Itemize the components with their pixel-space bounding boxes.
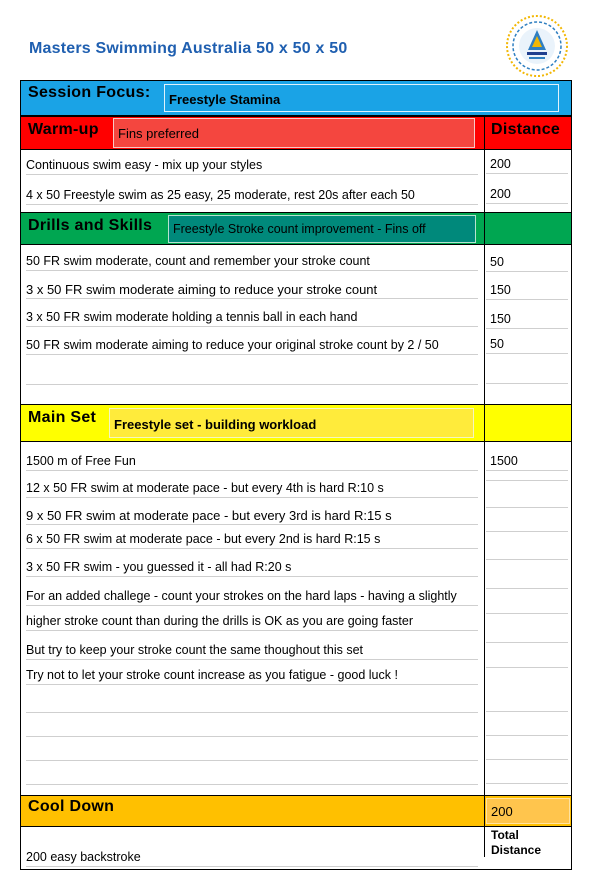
main-row-4[interactable]: 6 x 50 FR swim at moderate pace - but every 2nd is hard R:15 s xyxy=(26,531,478,549)
main-set-band xyxy=(21,404,571,442)
cooldown-row[interactable]: 200 easy backstroke xyxy=(26,849,478,867)
distance-heading: Distance xyxy=(491,121,561,138)
masters-swimming-logo-icon xyxy=(505,14,569,78)
main-row-1[interactable]: 1500 m of Free Fun xyxy=(26,453,478,471)
drills-note-field[interactable]: Freestyle Stroke count improvement - Fins off xyxy=(168,215,476,243)
main-row-empty-1[interactable] xyxy=(26,690,478,713)
drills-heading: Drills and Skills xyxy=(28,217,153,234)
main-distance-9[interactable] xyxy=(486,667,568,668)
main-row-empty-2[interactable] xyxy=(26,714,478,737)
page-title: Masters Swimming Australia 50 x 50 x 50 xyxy=(29,40,348,57)
main-distance-empty-3[interactable] xyxy=(486,738,568,760)
main-row-9[interactable]: Try not to let your stroke count increase as you fatigue - good luck ! xyxy=(26,667,478,685)
warmup-row-2[interactable]: 4 x 50 Freestyle swim as 25 easy, 25 moderate, rest 20s after each 50 xyxy=(26,187,478,205)
cooldown-distance-field[interactable]: 200 xyxy=(486,798,570,824)
warmup-heading: Warm-up xyxy=(28,121,99,138)
drills-row-2[interactable]: 3 x 50 FR swim moderate aiming to reduce your stroke count xyxy=(26,281,478,299)
main-distance-1[interactable]: 1500 xyxy=(486,453,568,471)
main-distance-6[interactable] xyxy=(486,588,568,589)
column-divider xyxy=(484,116,485,857)
drills-row-3[interactable]: 3 x 50 FR swim moderate holding a tennis ball in each hand xyxy=(26,309,478,327)
drills-row-4[interactable]: 50 FR swim moderate aiming to reduce your original stroke count by 2 / 50 xyxy=(26,337,478,355)
main-distance-5[interactable] xyxy=(486,559,568,560)
main-distance-8[interactable] xyxy=(486,642,568,643)
main-distance-7[interactable] xyxy=(486,613,568,614)
drills-row-1[interactable]: 50 FR swim moderate, count and remember your stroke count xyxy=(26,253,478,271)
main-row-3[interactable]: 9 x 50 FR swim at moderate pace - but every 3rd is hard R:15 s xyxy=(26,507,478,525)
main-distance-4[interactable] xyxy=(486,531,568,532)
main-set-note-field[interactable]: Freestyle set - building workload xyxy=(109,408,474,438)
drills-distance-4[interactable]: 50 xyxy=(486,336,568,354)
warmup-distance-1[interactable]: 200 xyxy=(486,156,568,174)
session-focus-field[interactable]: Freestyle Stamina xyxy=(164,84,559,112)
main-set-heading: Main Set xyxy=(28,409,97,426)
total-distance-label: Total Distance xyxy=(491,828,542,857)
cooldown-heading: Cool Down xyxy=(28,798,115,815)
warmup-distance-2[interactable]: 200 xyxy=(486,186,568,204)
main-row-6[interactable]: For an added challege - count your strokes on the hard laps - having a slightly xyxy=(26,588,478,606)
drills-distance-3[interactable]: 150 xyxy=(486,311,568,329)
drills-distance-2[interactable]: 150 xyxy=(486,282,568,300)
session-focus-heading: Session Focus: xyxy=(28,84,151,101)
main-row-7[interactable]: higher stroke count than during the drills is OK as you are going faster xyxy=(26,613,478,631)
main-row-empty-3[interactable] xyxy=(26,738,478,761)
warmup-band xyxy=(21,116,571,150)
session-focus-band xyxy=(21,80,571,116)
drills-band xyxy=(21,212,571,245)
main-distance-empty-2[interactable] xyxy=(486,714,568,736)
warmup-row-1[interactable]: Continuous swim easy - mix up your styles xyxy=(26,157,478,175)
main-row-5[interactable]: 3 x 50 FR swim - you guessed it - all had R:20 s xyxy=(26,559,478,577)
drills-distance-1[interactable]: 50 xyxy=(486,254,568,272)
main-distance-empty-4[interactable] xyxy=(486,762,568,784)
main-row-empty-4[interactable] xyxy=(26,762,478,785)
main-row-8[interactable]: But try to keep your stroke count the same thoughout this set xyxy=(26,642,478,660)
drills-distance-empty[interactable] xyxy=(486,362,568,384)
main-distance-empty-1[interactable] xyxy=(486,690,568,712)
warmup-note-field[interactable]: Fins preferred xyxy=(113,118,475,148)
drills-row-empty[interactable] xyxy=(26,362,478,385)
main-row-2[interactable]: 12 x 50 FR swim at moderate pace - but every 4th is hard R:10 s xyxy=(26,480,478,498)
cooldown-band xyxy=(21,795,571,827)
main-distance-2[interactable] xyxy=(486,480,568,481)
main-distance-3[interactable] xyxy=(486,507,568,508)
